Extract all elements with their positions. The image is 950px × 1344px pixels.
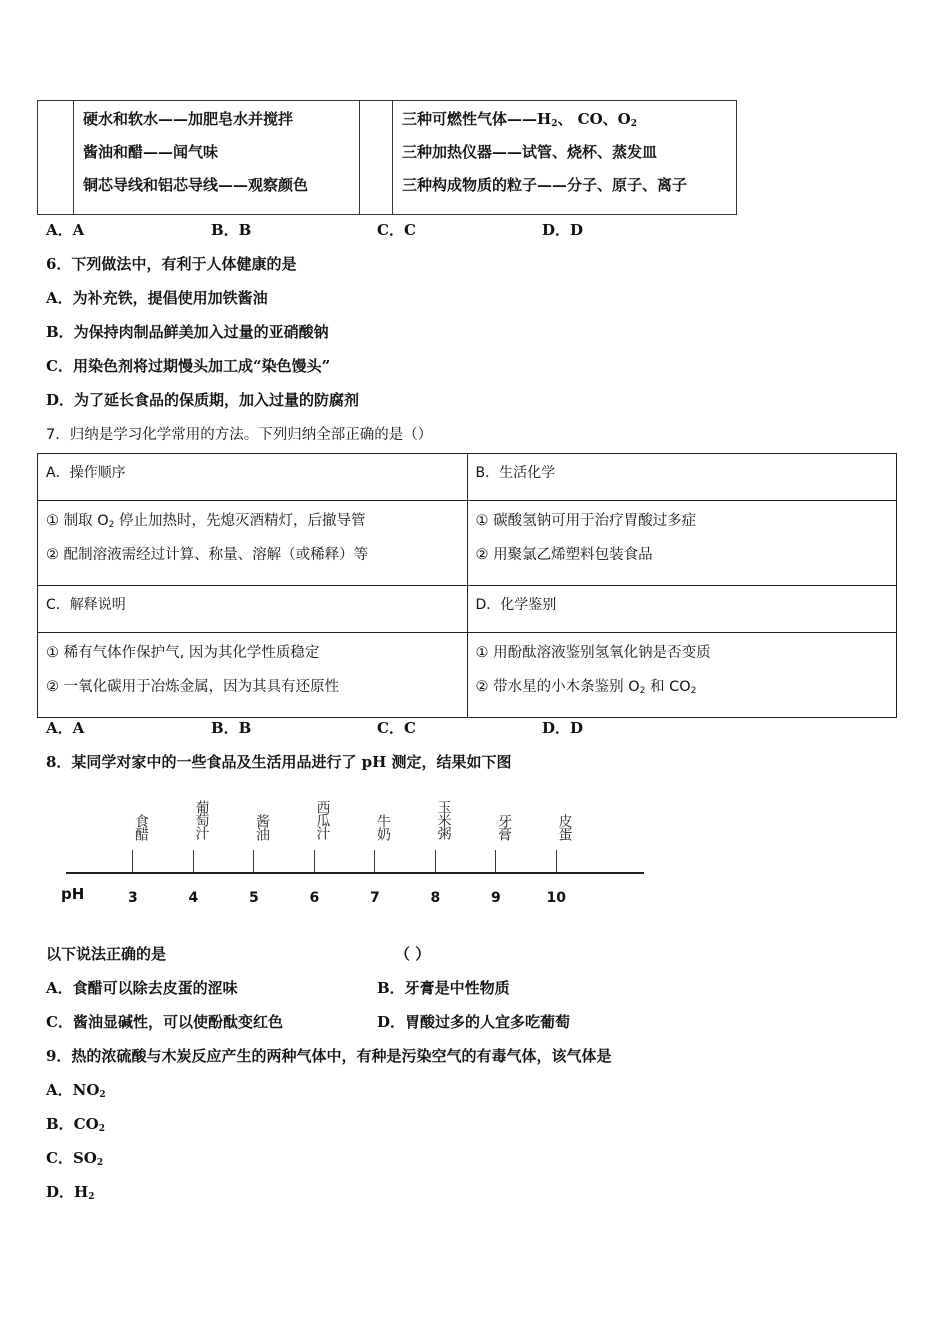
ph-item-label: 酱油 bbox=[254, 814, 270, 840]
q5-table bbox=[37, 100, 737, 215]
subscript: 2 bbox=[551, 119, 558, 129]
q5-option-d[interactable]: D．D bbox=[542, 221, 584, 239]
q6-option-b[interactable]: B．为保持肉制品鲜美加入过量的亚硝酸钠 bbox=[46, 323, 329, 341]
ph-item-label: 皮蛋 bbox=[556, 814, 573, 840]
q5-d-line-2: 三种加热仪器——试管、烧杯、蒸发皿 bbox=[402, 143, 658, 161]
q5-cell-b bbox=[74, 101, 360, 215]
q5-option-c[interactable]: C．C bbox=[377, 221, 416, 239]
ph-tick bbox=[132, 850, 133, 872]
q9-option-a-text: A．NO bbox=[46, 1081, 100, 1099]
q9-option-a[interactable] bbox=[46, 1079, 106, 1100]
q7-option-a[interactable]: A．A bbox=[46, 719, 85, 737]
q7-b-line-2: ② 用聚氯乙烯塑料包装食品 bbox=[475, 547, 653, 563]
q6-option-d[interactable]: D．为了延长食品的保质期，加入过量的防腐剂 bbox=[46, 391, 360, 409]
q7-option-d[interactable]: D．D bbox=[542, 719, 584, 737]
ph-item-label: 玉米粥 bbox=[435, 800, 452, 839]
q7-c-line-2: ② 一氧化碳用于冶炼金属，因为其具有还原性 bbox=[46, 679, 340, 695]
subscript: 2 bbox=[99, 1090, 106, 1100]
q7-cell-d-head: D．化学鉴别 bbox=[467, 586, 897, 633]
q7-cell-c-body bbox=[38, 633, 468, 718]
q7-d-line-1: ① 用酚酞溶液鉴别氢氧化钠是否变质 bbox=[475, 645, 711, 661]
q9-option-c-text: C．SO bbox=[46, 1149, 97, 1167]
q8-option-b[interactable]: B．牙膏是中性物质 bbox=[377, 979, 510, 997]
ph-tick bbox=[253, 850, 254, 872]
q6-stem: 6．下列做法中，有利于人体健康的是 bbox=[46, 255, 297, 273]
q8-option-a[interactable]: A．食醋可以除去皮蛋的涩味 bbox=[46, 979, 238, 997]
q5-b-line-1: 硬水和软水——加肥皂水并搅拌 bbox=[83, 110, 294, 128]
q7-cell-d-body bbox=[467, 633, 897, 718]
ph-tick bbox=[314, 850, 315, 872]
q7-a-line-1-pre: ① 制取 O bbox=[46, 513, 109, 529]
q7-d-line-2 bbox=[476, 671, 889, 705]
ph-tick-label: 5 bbox=[249, 890, 259, 906]
q9-option-b[interactable] bbox=[46, 1113, 105, 1134]
q9-option-b-text: B．CO bbox=[46, 1115, 99, 1133]
ph-axis-line bbox=[66, 872, 644, 874]
ph-tick-label: 6 bbox=[309, 890, 320, 906]
q9-option-c[interactable] bbox=[46, 1147, 103, 1168]
q5-cell-c bbox=[360, 101, 393, 215]
q7-cell-b-body bbox=[467, 501, 897, 586]
q6-option-a[interactable]: A．为补充铁，提倡使用加铁酱油 bbox=[46, 289, 268, 307]
q7-stem: 7．归纳是学习化学常用的方法。下列归纳全部正确的是（） bbox=[46, 427, 433, 443]
subscript: 2 bbox=[98, 1124, 105, 1134]
q7-b-line-1: ① 碳酸氢钠可用于治疗胃酸过多症 bbox=[475, 513, 697, 529]
ph-tick bbox=[435, 850, 436, 872]
q7-d-line-2-mid: 和 CO bbox=[645, 679, 691, 695]
ph-tick bbox=[193, 850, 194, 872]
q5-cell-d bbox=[393, 101, 737, 215]
q5-d-line-1-mid: 、 CO、O bbox=[557, 110, 631, 128]
ph-tick-label: 9 bbox=[491, 890, 501, 906]
q8-prompt: 以下说法正确的是 bbox=[46, 945, 167, 963]
q8-answer-paren: （ ） bbox=[395, 945, 431, 963]
q5-d-line-1 bbox=[393, 103, 736, 136]
q5-option-a[interactable]: A．A bbox=[46, 221, 85, 239]
q7-cell-a-head: A．操作顺序 bbox=[38, 454, 468, 501]
q5-d-line-3: 三种构成物质的粒子——分子、原子、离子 bbox=[402, 176, 688, 194]
q7-a-line-1 bbox=[46, 505, 459, 539]
subscript: 2 bbox=[639, 686, 646, 696]
ph-item-label: 西瓜汁 bbox=[314, 800, 331, 839]
ph-tick bbox=[374, 850, 375, 872]
ph-item-label: 食醋 bbox=[133, 814, 149, 840]
q7-cell-c-head: C．解释说明 bbox=[38, 586, 468, 633]
q6-option-c[interactable]: C．用染色剂将过期慢头加工成“染色馒头” bbox=[46, 357, 331, 375]
q9-option-d[interactable] bbox=[46, 1181, 94, 1202]
subscript: 2 bbox=[108, 520, 115, 530]
q7-c-line-1: ① 稀有气体作保护气, 因为其化学性质稳定 bbox=[46, 645, 320, 661]
subscript: 2 bbox=[96, 1158, 104, 1168]
subscript: 2 bbox=[630, 119, 638, 129]
ph-tick bbox=[556, 850, 557, 872]
ph-tick-label: 8 bbox=[430, 890, 441, 906]
q5-option-b[interactable]: B．B bbox=[211, 221, 252, 239]
q5-b-line-2: 酱油和醋——闻气味 bbox=[83, 143, 219, 161]
q7-cell-a-body bbox=[38, 501, 468, 586]
subscript: 2 bbox=[88, 1192, 95, 1202]
q5-b-line-3: 铜芯导线和铝芯导线——观察颜色 bbox=[83, 176, 309, 194]
q7-option-b[interactable]: B．B bbox=[211, 719, 252, 737]
q8-option-d[interactable]: D．胃酸过多的人宜多吃葡萄 bbox=[377, 1013, 571, 1031]
q7-cell-b-head: B．生活化学 bbox=[467, 454, 897, 501]
q7-option-c[interactable]: C．C bbox=[377, 719, 416, 737]
ph-tick bbox=[495, 850, 496, 872]
q5-cell-a bbox=[38, 101, 74, 215]
q9-stem: 9．热的浓硫酸与木炭反应产生的两种气体中，有种是污染空气的有毒气体，该气体是 bbox=[46, 1047, 612, 1065]
q7-table bbox=[37, 453, 897, 718]
ph-axis-label: pH bbox=[61, 885, 85, 903]
subscript: 2 bbox=[690, 686, 697, 696]
ph-tick-label: 4 bbox=[188, 890, 199, 906]
q7-a-line-1-post: 停止加热时，先熄灭酒精灯，后撤导管 bbox=[114, 513, 366, 529]
ph-tick-label: 3 bbox=[128, 890, 138, 906]
ph-item-label: 牛奶 bbox=[375, 814, 391, 840]
q5-d-line-1-text: 三种可燃性气体——H bbox=[402, 110, 552, 128]
q7-a-line-2: ② 配制溶液需经过计算、称量、溶解（或稀释）等 bbox=[46, 547, 369, 563]
q7-d-line-2-pre: ② 带水星的小木条鉴别 O bbox=[475, 679, 640, 695]
ph-tick-label: 10 bbox=[546, 890, 566, 906]
q8-option-c[interactable]: C．酱油显碱性，可以使酚酞变红色 bbox=[46, 1013, 283, 1031]
ph-item-label: 牙膏 bbox=[496, 814, 512, 840]
q8-stem: 8．某同学对家中的一些食品及生活用品进行了 pH 测定，结果如下图 bbox=[46, 753, 512, 771]
ph-tick-label: 7 bbox=[370, 890, 380, 906]
q9-option-d-text: D．H bbox=[46, 1183, 89, 1201]
ph-item-label: 葡萄汁 bbox=[193, 800, 210, 839]
